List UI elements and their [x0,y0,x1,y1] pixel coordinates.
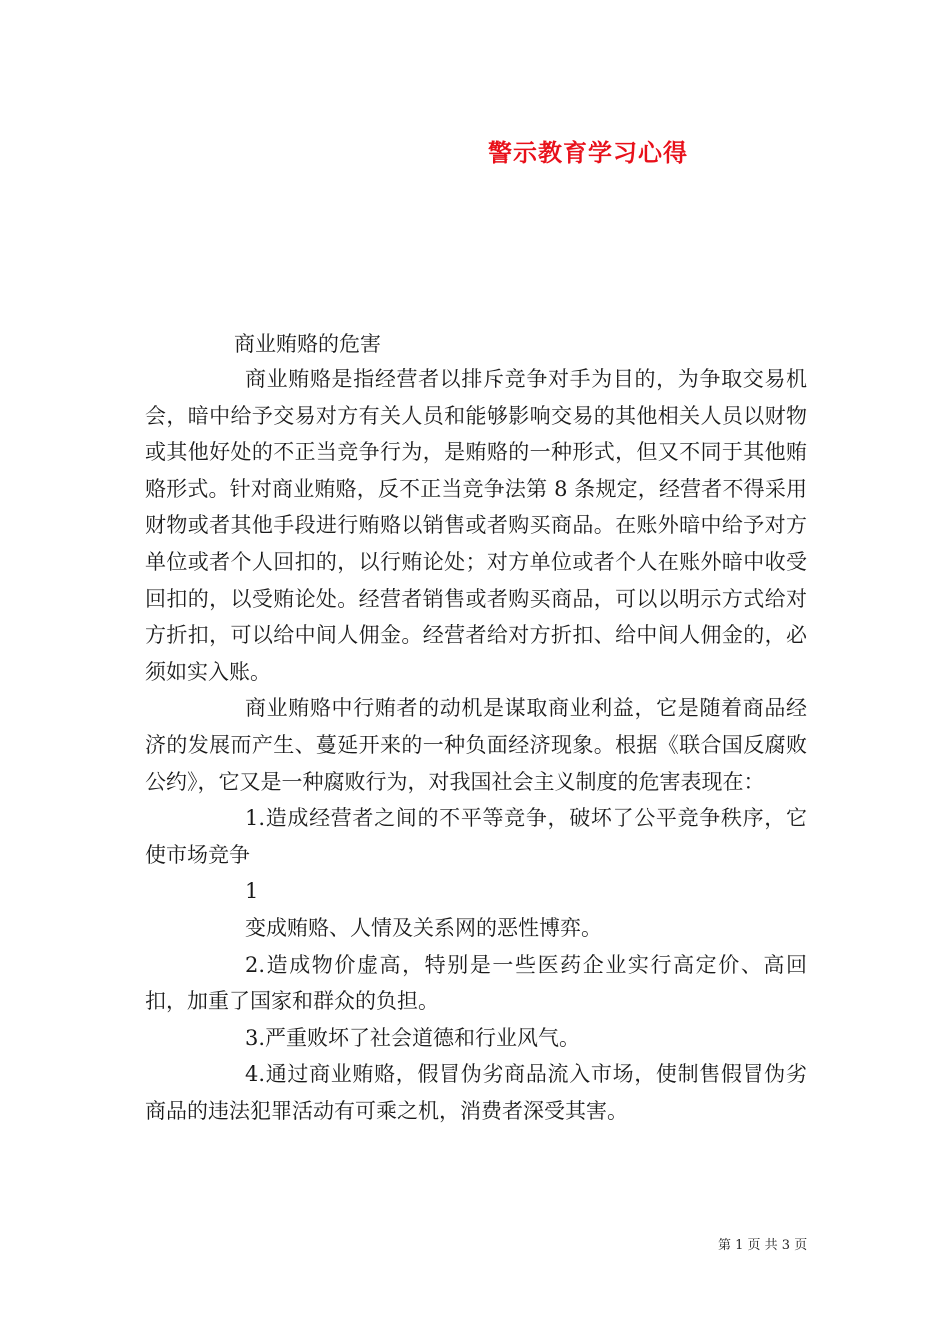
paragraph-point-1-continued: 变成贿赂、人情及关系网的恶性博弈。 [245,915,602,940]
section-heading: 商业贿赂的危害 [234,332,381,356]
paragraph-point-4: 4.通过商业贿赂，假冒伪劣商品流入市场，使制售假冒伪劣商品的违法犯罪活动有可乘之机，消费者深受其害。 [145,1062,807,1123]
paragraph-motive: 商业贿赂中行贿者的动机是谋取商业利益，它是随着商品经济的发展而产生、蔓延开来的一种负面经济现象。根据《联合国反腐败公约》，它又是一种腐败行为，对我国社会主义制度的危害表现在： [145,696,807,794]
paragraph-stray-number: 1 [245,879,259,904]
page-number-footer: 第 1 页 共 3 页 [718,1238,808,1253]
document-body [145,361,807,1129]
paragraph-definition: 商业贿赂是指经营者以排斥竞争对手为目的，为争取交易机会，暗中给予交易对方有关人员和能够影响交易的其他相关人员以财物或其他好处的不正当竞争行为，是贿赂的一种形式，但又不同于其他贿赂形式。针对商业贿赂，反不正当竞争法第 8 条规定，经营者不得采用财物或者其他手段进行贿赂以销售或者购买商品。在账外暗中给予对方单位或者个人回扣的，以行贿论处；对方单位或者个人在账外暗中收受回扣的，以受贿论处。经营者销售或者购买商品，可以以明示方式给对方折扣，可以给中间人佣金。经营者给对方折扣、给中间人佣金的，必须如实入账。 [145,367,807,684]
paragraph-point-3: 3.严重败坏了社会道德和行业风气。 [245,1025,581,1050]
document-title: 警示教育学习心得 [488,138,688,167]
paragraph-point-1: 1.造成经营者之间的不平等竞争，破坏了公平竞争秩序，它使市场竞争 [145,806,807,867]
paragraph-point-2: 2.造成物价虚高，特别是一些医药企业实行高定价、高回扣，加重了国家和群众的负担。 [145,952,807,1014]
